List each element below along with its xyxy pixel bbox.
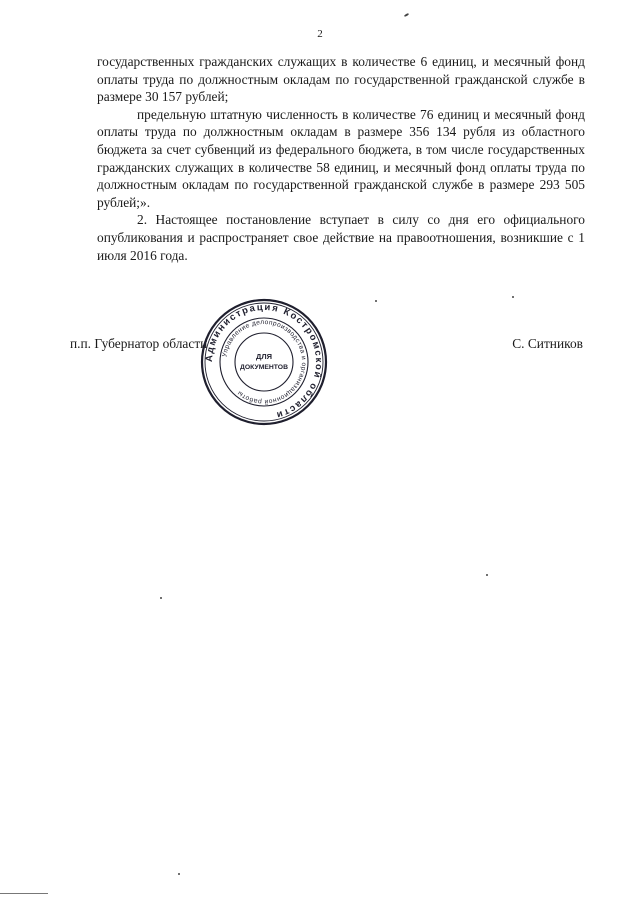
stamp-center-line-2: ДОКУМЕНТОВ	[240, 364, 288, 371]
scan-speck	[375, 300, 377, 302]
stamp-outer-text: Администрация Костромской области	[203, 301, 325, 421]
svg-text:Управление делопроизводства и	[221, 319, 307, 406]
scan-speck	[404, 13, 409, 17]
scan-speck	[160, 597, 162, 599]
stamp-inner-text: Управление делопроизводства и организационной работы	[221, 318, 308, 406]
signatory-title: п.п. Губернатор области	[70, 336, 208, 351]
scan-edge-line	[0, 893, 48, 894]
paragraph-3: 2. Настоящее постановление вступает в силу со дня его официального опубликования и распространяет свое действие на правоотношения, возникшие с 1 июля 2016 года.	[97, 212, 585, 263]
official-seal-stamp	[198, 298, 330, 426]
scan-speck	[486, 574, 488, 576]
paragraph-2: предельную штатную численность в количестве 76 единиц и месячный фонд оплаты труда по должностным окладам в размере 356 134 рубля из областного бюджета за счет субвенций из федерального бюджета, в том числе государственных гражданских служащих в количестве 58 единиц, и месячный фонд оплаты труда по должностным окладам по государственной гражданской службе в размере 293 505 рублей;».	[97, 106, 585, 210]
signatory-name: С. Ситников	[512, 336, 583, 351]
scan-speck	[178, 873, 180, 875]
page-number: 2	[317, 28, 323, 40]
stamp-center-line-1: ДЛЯ	[256, 352, 272, 361]
scan-speck	[512, 296, 514, 298]
document-body	[97, 53, 585, 264]
paragraph-1: государственных гражданских служащих в количестве 6 единиц, и месячный фонд оплаты труда по должностным окладам по государственной гражданской службе в размере 30 157 рублей;	[97, 54, 585, 105]
